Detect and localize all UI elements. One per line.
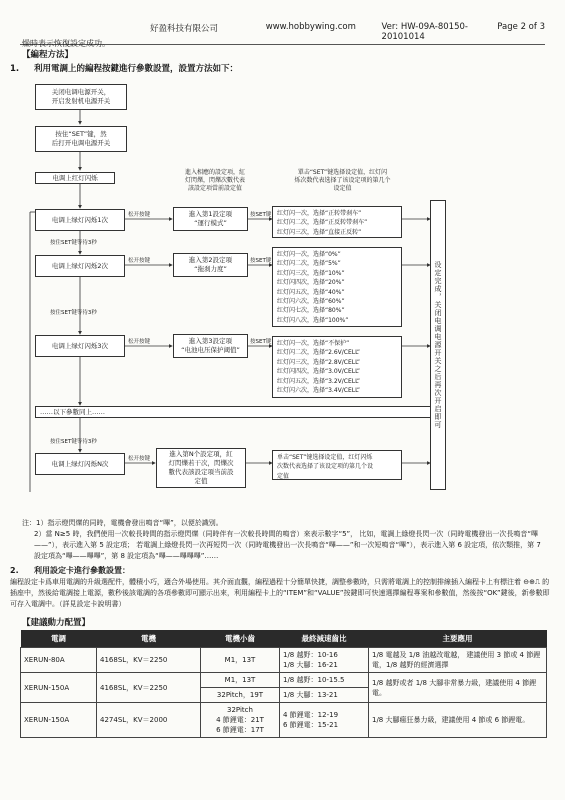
hold-label-1: 按住SET键等待3秒 — [50, 240, 97, 246]
cell-ratio: 1/8 越野：10-15.5 — [280, 673, 369, 688]
cell-ratio: 1/8 大腳：13-21 — [280, 688, 369, 703]
cell-pinion: M1，13T — [201, 648, 280, 673]
notes — [22, 518, 547, 562]
section3-title: 【建議動力配置】 — [22, 618, 91, 628]
hold-label-3: 按住SET键等待3秒 — [50, 439, 97, 445]
programming-flowchart — [10, 72, 555, 512]
step-green-flash-1: 电调上绿灯闪烁1次 — [35, 209, 125, 231]
col-motor: 電機 — [97, 630, 201, 648]
section1-title: 【編程方法】 — [22, 50, 74, 60]
cell-esc: XERUN-150A — [21, 673, 97, 703]
settings-complete: 设定完成，关闭电调电源开关之后再次开启即可 — [430, 200, 446, 490]
table-header — [21, 630, 547, 648]
enter-item-n: 進入第N个設定項，紅 灯閃爍若干次，閃爍次 數代表該設定項当前設 定值 — [156, 448, 246, 488]
section2-body: 編程設定卡爲車用電調的升級選配件，體積小巧，適合外場使用。其介面直觀，編程過程十分簡單快捷，調整參數時，只需將電調上的控制排線插入編程卡上有標注着 ⊖⊕⎍ 的插座中，然後給電調接上電源，數秒後該電調的各項參數即可顯示出來，利用編程卡上的“ITEM”和“VALUE”按鍵即可快速選擇編程專案和參數值，然後按“OK”鍵後，新參數即可存入電調中。（詳見設定卡說明書） — [10, 578, 550, 608]
press-label-1: 按SET键 — [250, 212, 272, 218]
cell-application: 1/8 越野或者 1/8 大腳非常暴力級，建議使用 4 節鋰電。 — [369, 673, 547, 703]
note-select-value: 單击“SET”键选择设定值，红灯闪 烁次数代表选择了该设定项的第几个 设定值 — [294, 169, 391, 192]
version: Ver: HW-09A-80150-20101014 — [381, 22, 468, 42]
note-2: 2）當 N≥5 時，我們使用一次較長時間的指示燈閃爍（同時伴有一次較長時間的鳴音）來表示數字“5”， 比如，電調上綠燈長閃一次（同時電機發出一次長鳴音“嗶——”），表示進入第 5 設定項； 若電調上綠燈長閃一次再短閃一次（同時電機發出一次長鳴音“嗶——”和一次短鳴音“嗶”），表示進入第 6 設定項，依次類推，第 7 設定項為“嗶——嗶嗶”，第 8 設定項為“嗶——嗶嗶嗶”…… — [34, 530, 541, 560]
step-green-flash-n: 电调上绿灯闪烁N次 — [35, 453, 125, 475]
cell-application: 1/8 電越及 1/8 油越改電越， 建議使用 3 節或 4 節鋰電，1/8 越野的經濟選擇 — [369, 648, 547, 673]
options-drag-brake: 红灯闪一次，选择“0%” 红灯闪二次，选择“5%” 红灯闪三次，选择“10%” 红灯闪四次，选择“20%” 红灯闪五次，选择“40%” 红灯闪六次，选择“60%” 红灯闪七次，选择“80%” 红灯闪八次，选择“100%” — [272, 247, 402, 327]
cell-pinion: 32Pitch，19T — [201, 688, 280, 703]
section2-heading: 2. 利用設定卡進行參數設置： — [10, 566, 130, 575]
page-number: Page 2 of 3 — [497, 22, 545, 32]
release-label-3: 松开按键 — [128, 339, 151, 345]
step-power-transmitter: 关闭电调电源开关， 开启发射机电源开关 — [35, 84, 127, 110]
website[interactable]: www.hobbywing.com — [265, 22, 356, 32]
step-hold-set-power-esc: 按住“SET”键，然 后打开电调电源开关 — [35, 126, 127, 152]
note-enter-item: 進入相應的設定項，紅 灯閃爍，閃爍次數代表 該設定項當前設定值 — [184, 169, 245, 192]
options-run-mode: 红灯闪一次，选择“正转带刹车” 红灯闪二次，选择“正反转带刹车” 红灯闪三次，选择“直接正反转” — [272, 206, 402, 238]
table-row — [21, 673, 547, 688]
enter-item-3: 進入第3設定項 “电池电压保护阈值” — [173, 334, 248, 358]
step-red-led-flash: 电调上红灯闪烁 — [35, 172, 115, 184]
release-label-1: 松开按键 — [128, 212, 151, 218]
col-pinion: 電機小齒 — [201, 630, 280, 648]
col-ratio: 最終減速齒比 — [280, 630, 369, 648]
release-label-n: 松开按键 — [128, 456, 151, 462]
step-green-flash-3: 电调上绿灯闪烁3次 — [35, 335, 125, 357]
cell-esc: XERUN-80A — [21, 648, 97, 673]
section1-heading: 1. 利用電調上的編程按鍵進行參數設置，設置方法如下： — [10, 64, 239, 74]
step-green-flash-2: 电调上绿灯闪烁2次 — [35, 255, 125, 277]
hold-label-2: 按住SET键等待3秒 — [50, 310, 97, 316]
cell-motor: 4274SL，KV＝2000 — [97, 703, 201, 738]
table-row — [21, 703, 547, 738]
recommended-setup-table — [20, 630, 547, 738]
table-row — [21, 648, 547, 673]
cell-ratio: 1/8 越野：10-16 1/8 大腳：16-21 — [280, 648, 369, 673]
cell-motor: 4168SL，KV＝2250 — [97, 673, 201, 703]
cell-ratio: 4 節鋰電：12-19 6 節鋰電：15-21 — [280, 703, 369, 738]
cell-esc: XERUN-150A — [21, 703, 97, 738]
options-item-n: 单击“SET”键选择设定值，红灯闪烁 次数代表选择了该设定项的第几个设 定值 — [272, 450, 402, 480]
intro-line: 燥時表示恢復設定成功。 — [22, 39, 110, 48]
cell-application: 1/8 大腳瘋狂暴力級，建議使用 4 節或 6 節鋰電。 — [369, 703, 547, 738]
enter-item-1: 進入第1設定項 “運行模式” — [173, 207, 248, 231]
cell-pinion: M1，13T — [201, 673, 280, 688]
enter-item-2: 進入第2設定項 “拖刹力度” — [173, 253, 248, 277]
company-name: 好盈科技有限公司 — [150, 24, 219, 34]
col-application: 主要應用 — [369, 630, 547, 648]
cell-pinion: 32Pitch 4 節鋰電：21T 6 節鋰電：17T — [201, 703, 280, 738]
release-label-2: 松开按键 — [128, 258, 151, 264]
press-label-3: 按SET键 — [250, 339, 272, 345]
note-1: 注：1）指示燈閃爍的同時，電機會發出鳴音“嗶”，以便於識別。 — [22, 519, 223, 527]
options-voltage-cutoff: 红灯闪一次，选择“不保护” 红灯闪二次，选择“2.6V/CELL” 红灯闪三次，选择“2.8V/CELL” 红灯闪四次，选择“3.0V/CELL” 红灯闪五次，选择“3.2V/CELL” 红灯闪六次，选择“3.4V/CELL” — [272, 336, 402, 398]
press-label-2: 按SET键 — [250, 258, 272, 264]
col-esc: 電調 — [21, 630, 97, 648]
cell-motor: 4168SL，KV＝2250 — [97, 648, 201, 673]
step-ellipsis: ……以下參數同上…… — [35, 406, 435, 418]
